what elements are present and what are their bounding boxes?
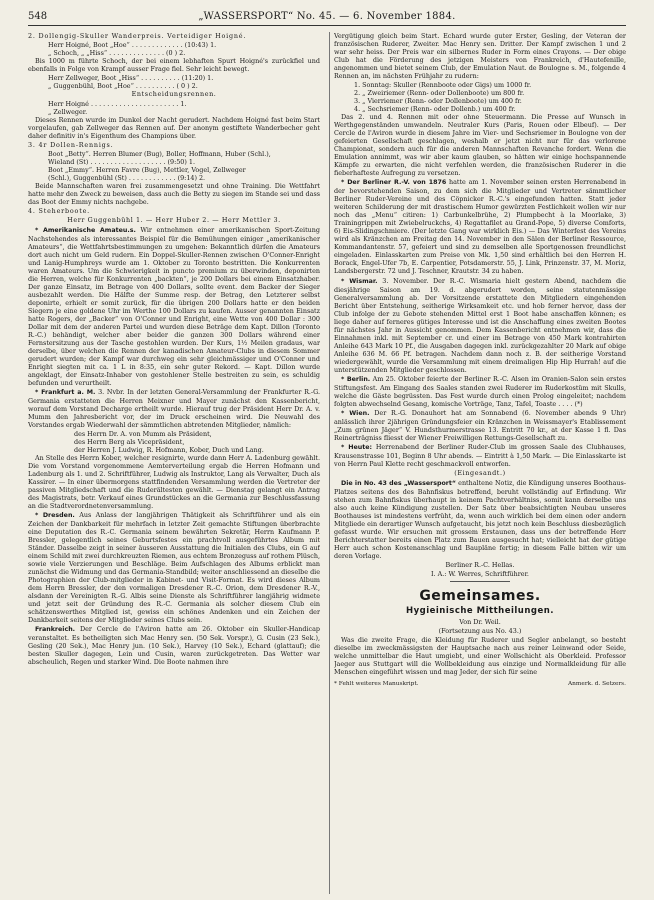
race-result: „ Schoch, „ „Hiss“ . . . . . . . . . . . . . . (0 ) 2. bbox=[48, 49, 186, 58]
signature-club: Berliner R.-C. Hellas. bbox=[445, 560, 515, 569]
news-item bbox=[334, 375, 626, 408]
race-heading: 2. Dollengig-Skuller Wanderpreis. Verteidiger Hoigné. bbox=[28, 32, 247, 40]
header-rule bbox=[28, 25, 626, 26]
race-text: Beide Mannschaften waren frei zusammengesetzt und ohne Training. Die Wettfahrt hatte mehr den Zweck zu beweisen, dass auch die Betty zu siegen im Stande sei und dass das Boot der Emmy nichts nachgebe. bbox=[28, 181, 320, 206]
news-body: 3. November. Der R.-C. Wismaria hielt gestern Abend, nachdem die diesjährige Saison am 19. d. abgerudert worden, seine statutenmässige Generalversammlung ab. Der Vorsitzende erstattete den Mitgliedern eingehenden Bericht über Entstehung, seitherige Wirksamkeit etc. und hob ferner hervor, dass der Club infolge der zu Gebote stehenden Mittel erst 1 Boot habe anschaffen können; es liege daher auf ferneres gütiges Interesse und ist die Anschaffung eines zweiten Bootes für nächstes Jahr in Aussicht genommen. Dem Kassenbericht entnehmen wir, dass die Einnahmen inkl. mit September cr. und einer im Betrage von 450 Mark kontrahirten Anleihe 643 Mark 10 Pf., die Ausgaben dagegen inkl. zurückgezahlter 20 Mark auf obige Anleihe 636 M. 66 Pf. betragen. Nachdem dann noch z. B. der seitherige Vorstand wiedergewählt, wurde die Versammlung mit einem dreimaligen Hip Hip Hurrah! auf die unterstützenden Mitglieder geschlossen. bbox=[334, 276, 626, 374]
race-result: Herr Hoigné . . . . . . . . . . . . . . . . . . . . . . 1. bbox=[48, 99, 187, 108]
news-item bbox=[334, 277, 626, 374]
article-continuation: (Fortsetzung aus No. 43.) bbox=[438, 627, 522, 636]
news-body: Der R.-G. Donauhort hat am Sonnabend (6. November abends 9 Uhr) anlässlich ihrer 2jährigen Gründungsfeier ein Kränzchen in Weissmayer's Etablissement „Zum grünen Jäger“ V. Hundsthurmerstrasse 13. Entritt 70 kr., at der Kasse 1 fl. Das Reinerträgniss fliesst der Wiener Freiwilligen Rettungs-Gesellschaft zu. bbox=[334, 408, 626, 442]
news-item bbox=[334, 443, 626, 468]
race-offer: 4. „ Sechsriemer (Renn- oder Dollenb.) um 400 fr. bbox=[354, 105, 516, 114]
news-lead: Frankreich. bbox=[35, 626, 76, 634]
officer-line: des Herrn Berg als Vicepräsident, bbox=[74, 437, 185, 446]
news-body: Wir entnehmen einer amerikanischen Sport-Zeitung Nachstehendes als interessantes Beispiel für die Bemühungen einiger „amerikanischer Amateurs“, die Wettfahrtsbestimmungen zu umgehen: Bekanntlich dürfen die Amateurs dort auch nicht um Geld rudern. Ein Doppel-Skuller-Rennen zwischen O'Conner-Enright und Lanig-Humphreys wurde am 1. Oktober zu Toronto bestritten. Die Konkurrenten waren Amateurs. Um die Schwierigkeit in puncto premium zu überwinden, deponirten die Herren, welche für Konkurrenten „backten“, je 200 Dollars bei einem Einsatzhaber. Der ganze Einsatz, im Betrage von 400 Dollars, sollte event. dem Backer der Sieger ausbezahlt werden. Die Hälfte der Summe resp. der Betrag, den Letzterer selbst deponirte, erhielt er somit zurück, für die übrigen 200 Dollars hatte er den beiden Siegern je eine goldene Uhr im Werthe 100 Dollars zu kaufen. Ausser genannten Einsatz hatte Rogers, der „Backer“ von O'Conner und Enright, eine Wette von 400 Dollar : 300 Dollar mit dem der anderen Partei und wurden diese Beträge dem Kapt. Dillon (Toronto R.-C.) behändigt, welcher aber beider die ganzen 300 Dollars während einer Fernstersitzung aus der Tasche gestohlen wurden. Der Kurs, 1½ Meilen gradaus, war derselbe, über welchen die Rennen der kanadischen Amateur-Clubs in diesem Sommer gerudert wurden; der Kampf war durchweg ein sehr gleichmässiger und O'Conner und Enright siegten mit ca. 1 L in 8:35, ein sehr guter Rekord. — Kapt. Dillon wurde angeklagt, der Einsatz-Inhaber von gestohlener Stelle bestreiten zu sein, es schuldig befunden und verurtheilt. bbox=[28, 225, 320, 387]
news-body: Vergütigung gleich beim Start. Echard wurde guter Erster, Gesling, der Veteran der französischen Ruderer, Zweiter. Mac Henry sen. Dritter. Der Kampf zwischen 1 und 2 war sehr heiss. Der Preis war ein silbernes Ruder in Form eines Crayons. — Der obige Club hat die Förderung des jetzigen Meisters von Frankreich, d'Hautefenille, angenommen und bietet seinem Club, der Emulation Naut. de Boulogne s. M., folgende 4 Rennen an, im nächsten Frühjahr zu rudern: bbox=[334, 32, 626, 80]
race-text: Bis 1000 m führte Schoch, der bei einem lebhaften Spurt Hoigné's zurückfiel und ebenfalls in Folge von Krampf ausser Frage fiel. Sehr leicht bewegt. bbox=[28, 57, 320, 74]
masthead-title: „WASSERSPORT“ No. 45. — 6. November 1884. bbox=[198, 11, 456, 22]
news-lead: * Der Berliner R.-V. von 1876 bbox=[341, 179, 447, 187]
race-offer: 3. „ Vierriemer (Renn- oder Dollenboote) um 400 fr. bbox=[354, 97, 522, 106]
news-body: 3. Nvbr. In der letzten General-Versammlung der Frankfurter R.-G. Germania erstatteten die Herren Meixner und Mayer zunächst den Kassenbericht, worauf dem Vorstand Decharge ertheilt wurde. Hierauf trug der Präsident Herr Dr. A. v. Mumm den Jahresbericht vor, der im Druck erscheinen wird. Die Neuwahl des Vorstandes ergab Wiederwahl der sämmtlichen abtretenden Mitglieder, nämlich: bbox=[28, 387, 320, 429]
race-subheading: Entscheidungsrennen. bbox=[131, 90, 217, 99]
page-number: 548 bbox=[28, 11, 48, 22]
signature-name: I. A.: W. Werres, Schriftführer. bbox=[431, 569, 529, 578]
page-header bbox=[28, 9, 626, 24]
race-offer: 1. Sonntag: Skuller (Rennboote oder Gigs) um 1000 fr. bbox=[354, 81, 532, 90]
race-result: Herr Zellweger, Boot „Hiss“ . . . . . . . . . . (11:20) 1. bbox=[48, 74, 214, 83]
column-divider bbox=[329, 32, 330, 894]
news-body: Aus Anlass der langjährigen Thätigkeit als Schriftführer und als ein Zeichen der Dankbarkeit für mehrfach in letzter Zeit gemachte Stiftungen überbrachte eine Deputation des R.-C. Germania seinem bewährten Sekretär, Herrn Kaufmann P. Bressler, gelegentlich seines Geburtsfestes ein prachtvoll ausgeführtes Album mit Ständer. Dasselbe zeigt in seiner äusseren Ausstattung die Initialen des Clubs, ein G auf einem Schild mit zwei durchkreuzten Riemen, aus echtem Bronzeguss auf rothem Plüsch, sowie viele Verzierungen und Beschläge. Beim Aufschlagen des Albums erblickt man zunächst die Widmung und das Germania-Standbild; weiter anschliessend an dieselbe die Photographien der Club-mitglieder in Kabinet- und Visit-Format. Es wird dieses Album dem Herrn Bressler, der den vormaligen Dresdener R.-C. Orion, dem Dresdener R.-V., alsdann der Vereinigten R.-G. Albis seine Dienste als Schriftführer langjährig widmete und jetzt seit der Gründung des R.-C. Germania als solcher diesem Club ein schätzenswerthes Mitglied ist, gewiss ein schönes Andenken und ein Zeichen der Dankbarkeit seitens der Mitglieder seines Clubs sein. bbox=[28, 511, 320, 625]
news-body: Der Cercle de l'Aviron hatte am 26. Oktober ein Skuller-Handicap veranstaltet. Es betheiligten sich Mac Henry sen. (50 Sek. Vorspr.), G. Cusin (23 Sek.), Gesling (20 Sek.), Mac Henry jun. (10 Sek.), Harvey (10 Sek.), Echard (glattauf); die besten Skuller dagegen, Lein und Cusin, waren zurückgetreten. Das Wetter war abscheulich, Regen und starker Wind. Die Boote nahmen ihre bbox=[28, 625, 320, 667]
news-body: enthaltene Notiz, die Kündigung unseres Boothaus-Platzes seitens des des Bahnfiskus betreffend, beruht vollständig auf Erfindung. Wir stehen zum Bahnfiskus überhaupt in keinem Pachtverhältniss, somit kann derselbe uns also auch keine Kündigung zustellen. Der Satz über beabsichtigten Neubau unseres Boothauses ist mindestens verfrüht, da, wenn auch wirklich bei dem einen oder andern Mitgliede ein derartiger Wunsch aufgetaucht, bis jetzt noch kein Beschluss diesbezüglich gefasst wurde. Wir ersuchen mit grossem Erstaunen, dass uns der betreffende Herr Berichterstatter bereits einen Platz zum Bauen ausgesucht hat; vielleicht hat der gütige Herr auch schon Kostenanschlag und Baupläne fertig; in diesem Falle bitten wir um deren Vorlage. bbox=[334, 478, 626, 560]
news-lead: * Dresden. bbox=[35, 512, 75, 520]
section-divider bbox=[450, 581, 510, 582]
news-item bbox=[334, 409, 626, 442]
race-offer: 2. „ Zweiriemer (Renn- oder Dollenboote) um 800 fr. bbox=[354, 89, 525, 98]
right-column bbox=[334, 32, 626, 892]
news-body: Am 25. Oktober feierte der Berliner R.-C. Alsen im Oranien-Salon sein erstes Stiftungsfest. Am Eingang des Saales standen zwei Ruderer im Ruderkostüm mit Skulls, welche die Gäste begrüssten. Das Fest wurde durch einen Prolog eingeleitet; nachdem folgten abwechselnd Gesang, komische Vorträge, Tanz, Tafel, Toaste . . . . (*) bbox=[334, 374, 626, 408]
news-lead: * Wismar. bbox=[341, 277, 378, 285]
article-author: Von Dr. Weil. bbox=[459, 617, 501, 626]
race-result: „ Guggenbühl, Boot „Hoe“ . . . . . . . . . . ( 0 ) 2. bbox=[48, 82, 198, 91]
news-lead: * Berlin. bbox=[341, 375, 371, 383]
race-heading: 4. Steherboote. bbox=[28, 207, 90, 216]
news-item bbox=[28, 511, 320, 624]
race-text: Dieses Rennen wurde im Dunkel der Nacht gerudert. Nachdem Hoigné fast beim Start vorgelaufen, gab Zellweger das Rennen auf. Der anonym gestiftete Wanderbecher geht daher definitiv in's Eigenthum des Champions über. bbox=[28, 115, 320, 140]
news-lead: * Frankfurt a. M. bbox=[35, 388, 96, 396]
officer-line: der Herren J. Ludwig, R. Hofmann, Kober, Duch und Lang. bbox=[74, 445, 264, 454]
news-item bbox=[28, 625, 320, 666]
race-heading: 3. 4r Dollen-Rennigs. bbox=[28, 140, 114, 149]
footnote-left: * Fehlt weiteres Manuskript. bbox=[334, 681, 419, 688]
news-lead: * Wien. bbox=[341, 409, 370, 417]
footnote bbox=[334, 680, 626, 688]
race-result: „ Zellweger. bbox=[48, 107, 88, 116]
news-item bbox=[334, 479, 626, 560]
section-title: Gemeinsames. bbox=[419, 587, 541, 604]
race-result: Herr Hoigné, Boot „Hoe“ . . . . . . . . . . . . . (10:43) 1. bbox=[48, 41, 217, 50]
news-lead: * Amerikanische Amateu.s. bbox=[35, 226, 136, 234]
article-title: Hygieinische Mittheilungen. bbox=[405, 605, 555, 616]
race-result: Herr Guggenbühl 1. — Herr Huber 2. — Herr Mettler 3. bbox=[67, 216, 281, 225]
race-result: (Schl.), Guggenbühl (St) . . . . . . . . . . . . (9:14) 2. bbox=[48, 173, 206, 182]
left-column bbox=[28, 32, 320, 892]
news-body: Herrenabend der Berliner Ruder-Club im grossen Saale des Clubhauses, Krausenstrasse 101, Beginn 8 Uhr abends. — Eintritt à 1,50 Mark. — Die Einlasskarte ist von Herrn Paul Klette recht geschmackvoll entworfen. bbox=[334, 443, 626, 469]
officer-line: des Herrn Dr. A. von Mumm als Präsident, bbox=[74, 429, 212, 438]
article-body: Was die zweite Frage, die Kleidung für Ruderer und Segler anbelangt, so besteht dieselbe im zweckmässigsten der Hauptsache nach aus reiner Leinwand oder Seide, welche unmittelbar die Haut umgiebt, und einer Wollschicht als Oberkleid. Professor Jaeger aus Stuttgart will die Wollbekleidung aus einzige und Normalkleidung für alle Menschen eingeführt wissen und mag Jeder, der sich für seine bbox=[334, 636, 626, 677]
section-label: (Eingesandt.) bbox=[454, 469, 506, 478]
news-lead: * Heute: bbox=[341, 444, 373, 452]
news-body: Das 2. und 4. Rennen mit oder ohne Steuermann. Die Presse auf Wunsch in Werthgegenständen umwandeln. Neutraler Kurs (Paris, Rouen oder Elbeuf). — Der Cercle de l'Aviron wurde in diesem Jahre im Vier- und Sechsriemer in Boulogne von der gefeierten Gesellschaft geschlagen, weshalb er jetzt nicht nur für das verlorene Championat, sondern auch für die anderen Mannschaften Revanche fordert. Wenn die Emulation annimmt, was wir aber kaum glauben, so hätten wir einige hochspannende Kämpfe zu erwarten, die nicht verfehlen werden, die französischen Ruderer in die fieberhafteste Aufregung zu versetzen. bbox=[334, 113, 626, 178]
news-item bbox=[334, 178, 626, 275]
race-result: Boot „Emmy“. Herren Favre (Bug), Mettler, Vogel, Zellweger bbox=[48, 165, 246, 174]
news-body: An Stelle des Herrn Kober, welcher resignirte, wurde dann Herr A. Ladenburg gewählt. Die vom Vorstand vorgenommene Aemterverteilung ergab die Herren Hofmann und Ladenburg als 1. und 2. Schriftführer, Ludwig als Instruktor, Lang als Verwalter, Duch als Kassirer. — In einer übermorgens stattfindenden Versammlung werden die Vertreter der passiven Mitgliedschaft und die Ruderältesten gewählt. — Dienstag gelangt ein Antrag des Magistrats, betr. Verkauf eines Grundstückes an die Germania zur Beschlussfassung an die Stadtverordnetenversammlung. bbox=[28, 453, 320, 510]
news-item bbox=[28, 226, 320, 387]
race-result: Wieland (St) . . . . . . . . . . . . . . . . . . . (9:50) 1. bbox=[48, 157, 195, 166]
news-lead: Die in No. 43 des „Wassersport“ bbox=[341, 479, 457, 487]
footnote-right: Anmerk. d. Setzers. bbox=[567, 681, 626, 688]
race-result: Boot „Betty“. Herren Blumer (Bug), Boller, Hoffmann, Huber (Schl.), bbox=[48, 149, 271, 158]
news-item bbox=[28, 388, 320, 429]
news-body: hatte am 1. November seinen ersten Herrenabend in der bevorstehenden Saison, zu dem sich die Mitglieder und Vertreter sämmtlicher Berliner Ruder-Vereine und des Cöpnicker R.-C.'s eingefunden hatten. Statt jeder weiteren Schilderung der mit drastischem Humor gewürzten Festlichkeit wollen wir nur noch das „Menu“ citiren: 1) Carbunkelbrühe, 2) Plumpbecht à la Moorlake, 3) Trainingrippen mit Zwiebelruckchs, 4) Regattafilet au Grand-Pope, 5) diverse Comforts, 6) Eis-Slidingschmiere. (Der letzte Gang war wirklich Eis.) — Das Winterfest des Vereins wird als Kränzchen am Freitag den 14. November in den Sälen der Berliner Ressource, Kommandantenstr. 57, gefeiert und sind zu demselben alle Sportgenossen freundlichst eingeladen. Einlasskarten zum Preise von Mk. 1,50 sind erhältlich bei den Herren H. Borack, Engel-Ufer 7b, E. Carpentier, Potsdamerstr. 55, J. Link, Prinzenstr. 37, M. Moriz, Landsbergerstr. 72 und J. Teschner, Krautstr. 34 zu haben. bbox=[334, 178, 626, 276]
